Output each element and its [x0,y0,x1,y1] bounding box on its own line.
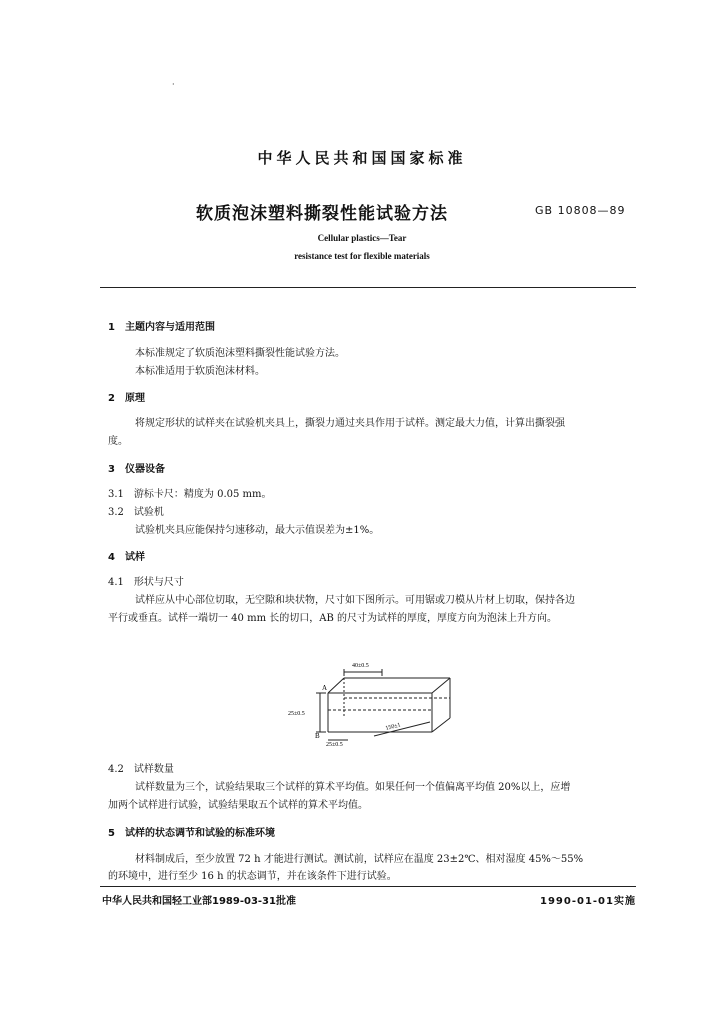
standard-code: GB 10808—89 [535,204,626,217]
section-4-1-heading: 4.1 形状与尺寸 [108,577,184,588]
section-3-item2: 3.2 试验机 [108,507,164,518]
section-1-line2: 本标准适用于软质泡沫材料。 [135,366,265,377]
section-2-heading: 2 原理 [108,393,145,404]
document-title: 软质泡沫塑料撕裂性能试验方法 [196,204,448,224]
specimen-diagram [282,648,462,748]
stray-mark: · [172,80,175,89]
point-b-label: B [315,732,320,740]
section-2-line1: 将规定形状的试样夹在试验机夹具上，撕裂力通过夹具作用于试样。测定最大力值，计算出撕裂强 [135,418,565,429]
issuing-organization: 中华人民共和国国家标准 [257,149,467,167]
header-divider [100,287,636,288]
section-4-heading: 4 试样 [108,552,145,563]
dim-cut-label: 40±0.5 [352,663,369,669]
section-4-2-line2: 加两个试样进行试验，试验结果取五个试样的算术平均值。 [108,800,368,811]
section-4-2-line1: 试样数量为三个，试验结果取三个试样的算术平均值。如果任何一个值偏离平均值 20%以上，应增 [135,782,571,793]
section-1-heading: 1 主题内容与适用范围 [108,322,215,333]
section-5-heading: 5 试样的状态调节和试验的标准环境 [108,828,275,839]
section-3-heading: 3 仪器设备 [108,464,165,475]
section-4-2-heading: 4.2 试样数量 [108,764,174,775]
dim-height-label: 25±0.5 [288,711,305,717]
implementation-date: 1990-01-01实施 [540,896,636,907]
section-4-1-line1: 试样应从中心部位切取，无空隙和块状物，尺寸如下图所示。可用锯或刀模从片材上切取，保持各边 [135,595,575,606]
dim-length-label: 150±1 [385,722,402,732]
english-title-line1: Cellular plastics—Tear [317,233,407,243]
dim-width-label: 25±0.5 [326,742,343,748]
section-2-line2: 度。 [108,436,128,447]
approval-statement: 中华人民共和国轻工业部1989-03-31批准 [102,896,296,907]
english-title-line2: resistance test for flexible materials [294,251,430,261]
section-5-line2: 的环境中，进行至少 16 h 的状态调节，并在该条件下进行试验。 [108,871,397,882]
section-1-line1: 本标准规定了软质泡沫塑料撕裂性能试验方法。 [135,348,345,359]
point-a-label: A [322,684,328,692]
section-5-line1: 材料制成后，至少放置 72 h 才能进行测试。测试前，试样应在温度 23±2℃、相对湿度 45%～55% [135,854,584,865]
section-3-item1: 3.1 游标卡尺：精度为 0.05 mm。 [108,489,272,500]
section-4-1-line2: 平行或垂直。试样一端切一 40 mm 长的切口，AB 的尺寸为试样的厚度，厚度方向为泡沫上升方向。 [108,613,557,624]
section-3-item2-text: 试验机夹具应能保持匀速移动，最大示值误差为±1%。 [135,525,380,536]
footer-divider [100,886,636,887]
